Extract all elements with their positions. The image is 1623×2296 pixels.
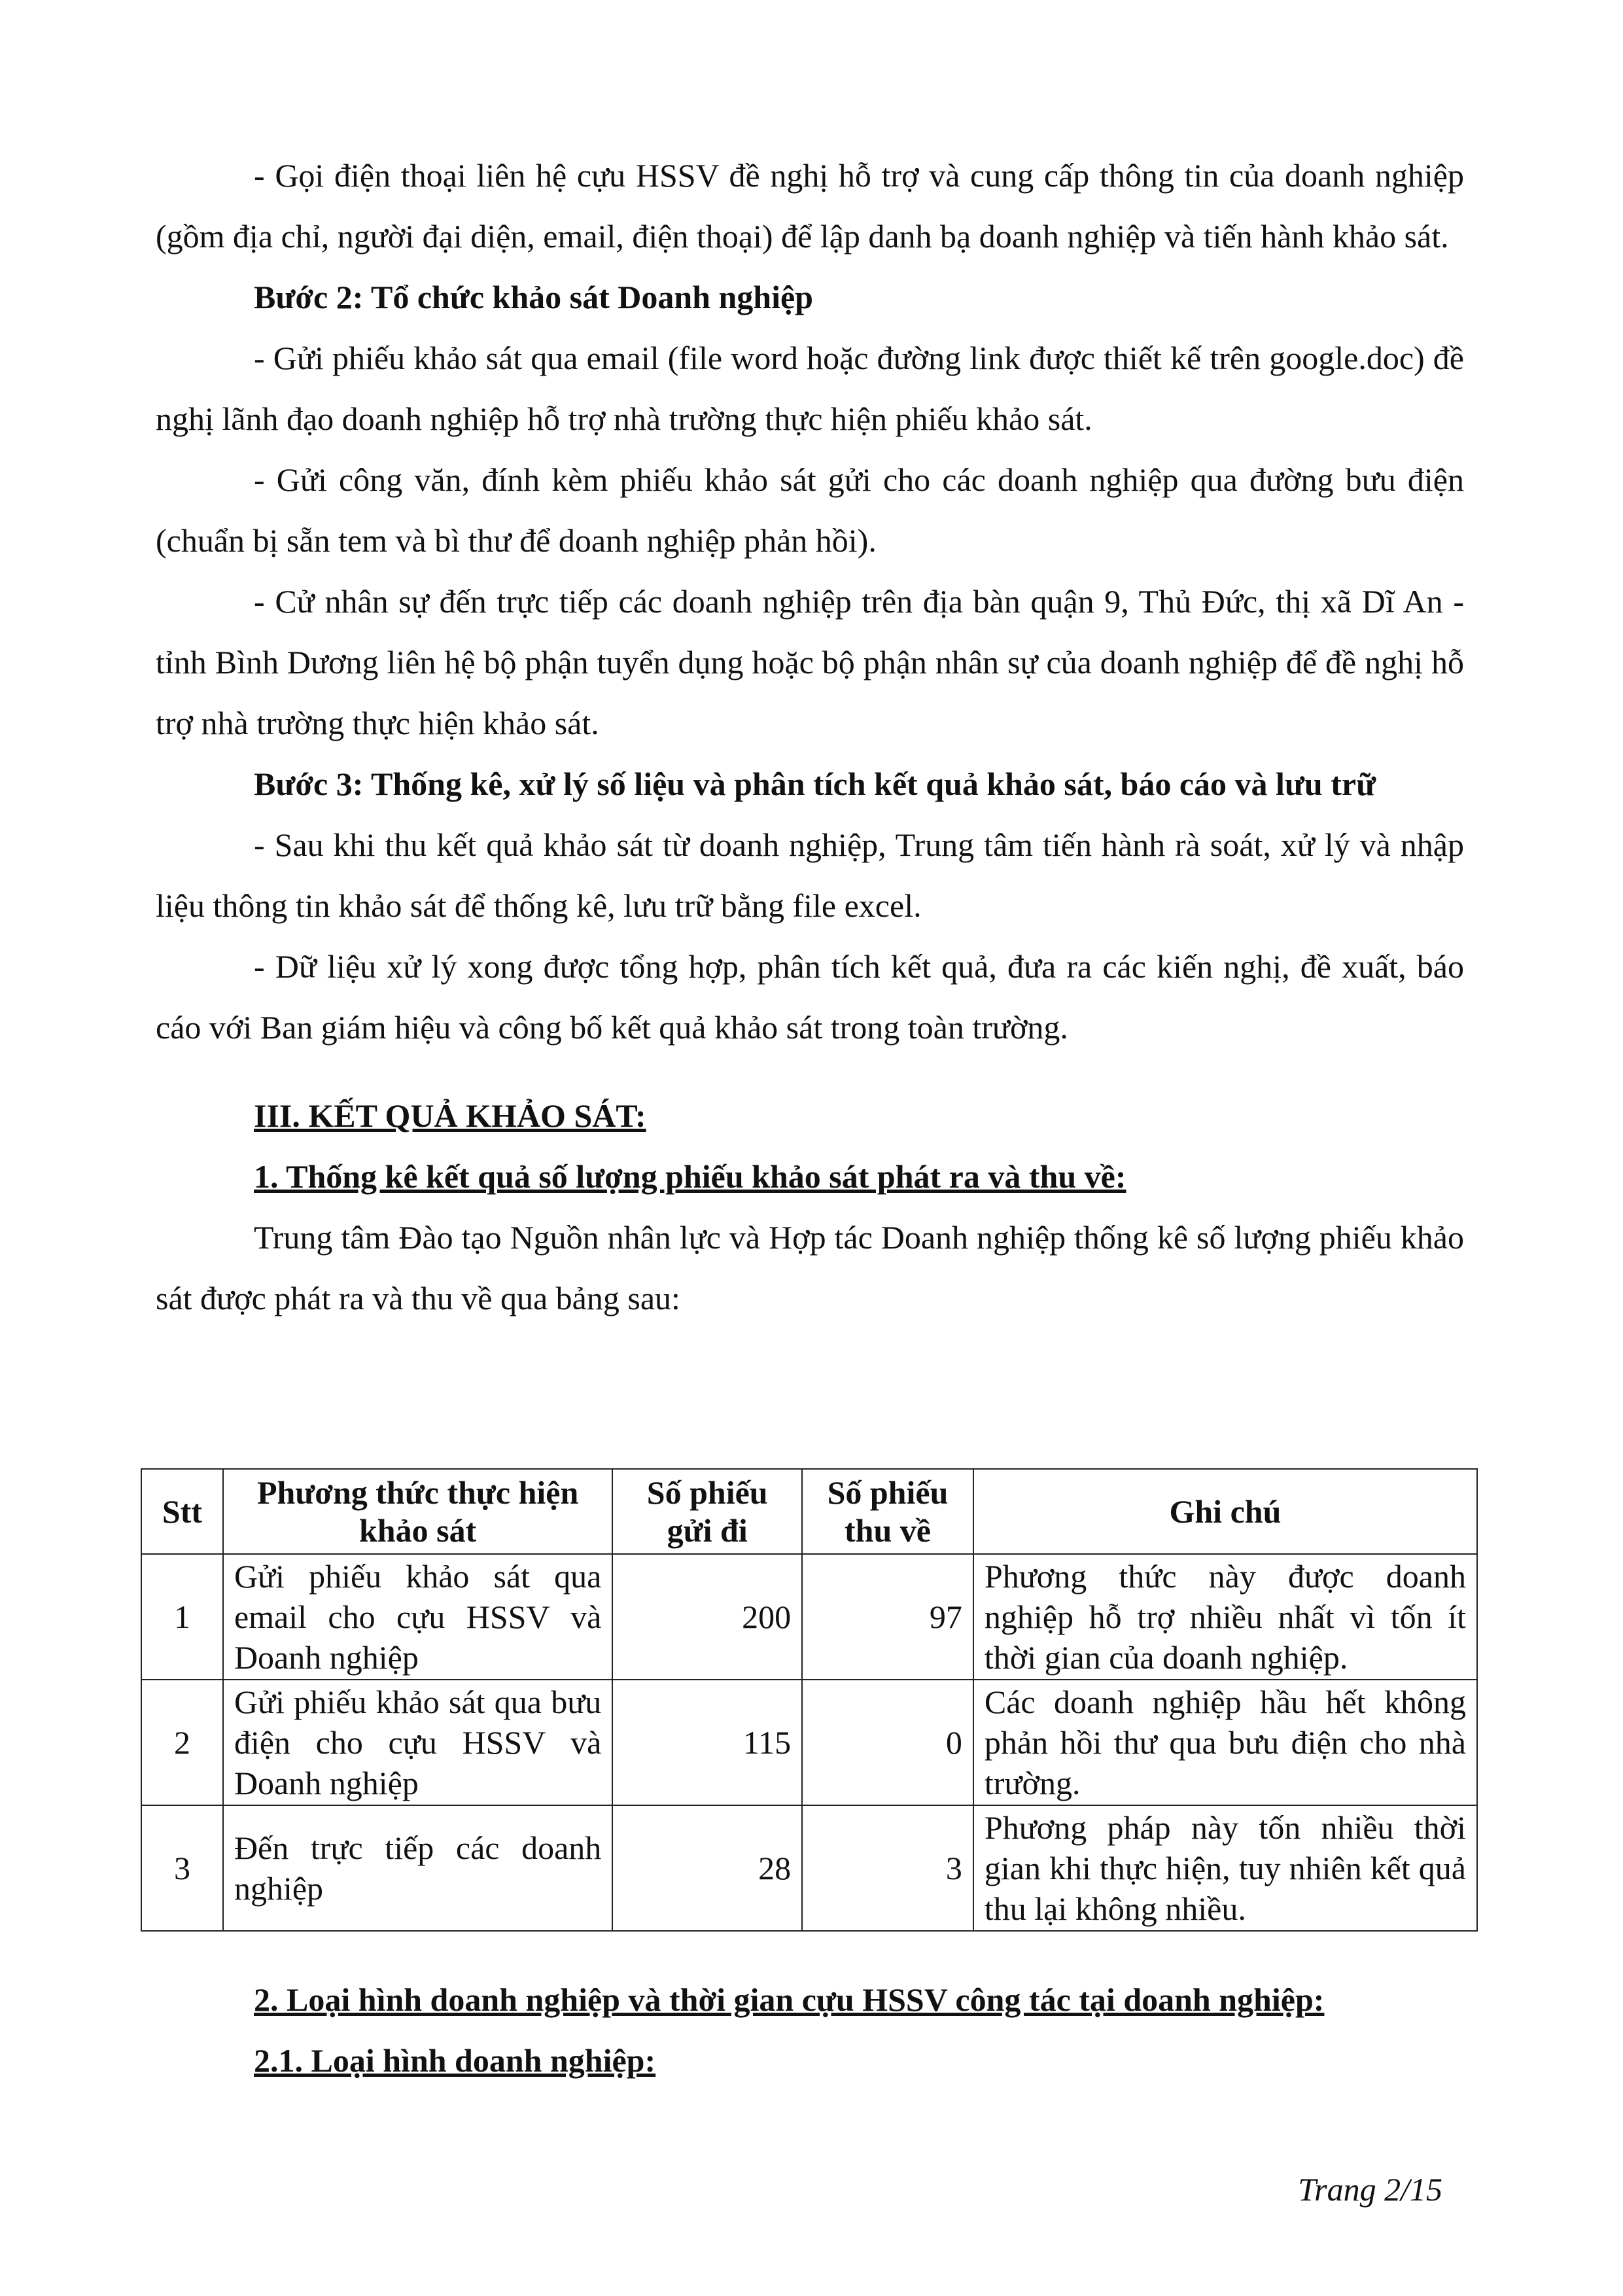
page-number: Trang 2/15 xyxy=(1298,2171,1442,2208)
table-header-row xyxy=(141,1469,1477,1554)
paragraph-visit-survey: - Cử nhân sự đến trực tiếp các doanh nghiệp trên địa bàn quận 9, Thủ Đức, thị xã Dĩ An - tỉnh Bình Dương liên hệ bộ phận tuyển dụng hoặc bộ phận nhân sự của doanh nghiệp để đề nghị hỗ trợ nhà trường thực hiện khảo sát. xyxy=(156,583,1464,741)
step-3-heading: Bước 3: Thống kê, xử lý số liệu và phân tích kết quả khảo sát, báo cáo và lưu trữ xyxy=(254,766,1376,802)
subsection-2-1-heading: 2.1. Loại hình doanh nghiệp: xyxy=(254,2042,656,2079)
after-table-content xyxy=(156,1969,1464,2091)
cell-note: Phương thức này được doanh nghiệp hỗ trợ nhiều nhất vì tốn ít thời gian của doanh nghiệp. xyxy=(973,1554,1477,1680)
header-method: Phương thức thực hiện khảo sát xyxy=(223,1469,612,1554)
header-note: Ghi chú xyxy=(973,1469,1477,1554)
table-row xyxy=(141,1554,1477,1680)
table-row xyxy=(141,1680,1477,1805)
cell-sent: 115 xyxy=(612,1680,802,1805)
step-2-heading: Bước 2: Tổ chức khảo sát Doanh nghiệp xyxy=(254,279,813,315)
paragraph-data-entry: - Sau khi thu kết quả khảo sát từ doanh nghiệp, Trung tâm tiến hành rà soát, xử lý và nhập liệu thông tin khảo sát để thống kê, lưu trữ bằng file excel. xyxy=(156,826,1464,924)
subsection-1-heading: 1. Thống kê kết quả số lượng phiếu khảo sát phát ra và thu về: xyxy=(254,1158,1126,1195)
paragraph-contact-alumni: - Gọi điện thoại liên hệ cựu HSSV đề nghị hỗ trợ và cung cấp thông tin của doanh nghiệp (gồm địa chỉ, người đại diện, email, điện thoại) để lập danh bạ doanh nghiệp và tiến hành khảo sát. xyxy=(156,157,1464,255)
cell-note: Các doanh nghiệp hầu hết không phản hồi thư qua bưu điện cho nhà trường. xyxy=(973,1680,1477,1805)
cell-sent: 28 xyxy=(612,1805,802,1931)
cell-method: Đến trực tiếp các doanh nghiệp xyxy=(223,1805,612,1931)
paragraph-table-intro: Trung tâm Đào tạo Nguồn nhân lực và Hợp tác Doanh nghiệp thống kê số lượng phiếu khảo sát được phát ra và thu về qua bảng sau: xyxy=(156,1219,1464,1316)
cell-received: 0 xyxy=(802,1680,973,1805)
cell-method: Gửi phiếu khảo sát qua bưu điện cho cựu HSSV và Doanh nghiệp xyxy=(223,1680,612,1805)
cell-stt: 3 xyxy=(141,1805,223,1931)
paragraph-email-survey: - Gửi phiếu khảo sát qua email (file word hoặc đường link được thiết kế trên google.doc) đề nghị lãnh đạo doanh nghiệp hỗ trợ nhà trường thực hiện phiếu khảo sát. xyxy=(156,340,1464,437)
cell-stt: 1 xyxy=(141,1554,223,1680)
page-content xyxy=(156,145,1464,1329)
cell-sent: 200 xyxy=(612,1554,802,1680)
paragraph-data-report: - Dữ liệu xử lý xong được tổng hợp, phân tích kết quả, đưa ra các kiến nghị, đề xuất, báo cáo với Ban giám hiệu và công bố kết quả khảo sát trong toàn trường. xyxy=(156,948,1464,1046)
header-sent: Số phiếu gửi đi xyxy=(612,1469,802,1554)
cell-received: 97 xyxy=(802,1554,973,1680)
section-3-heading: III. KẾT QUẢ KHẢO SÁT: xyxy=(254,1097,646,1134)
cell-received: 3 xyxy=(802,1805,973,1931)
paragraph-post-survey: - Gửi công văn, đính kèm phiếu khảo sát gửi cho các doanh nghiệp qua đường bưu điện (chuẩn bị sẵn tem và bì thư để doanh nghiệp phản hồi). xyxy=(156,461,1464,559)
header-stt: Stt xyxy=(141,1469,223,1554)
cell-note: Phương pháp này tốn nhiều thời gian khi thực hiện, tuy nhiên kết quả thu lại không nhiều. xyxy=(973,1805,1477,1931)
cell-method: Gửi phiếu khảo sát qua email cho cựu HSSV và Doanh nghiệp xyxy=(223,1554,612,1680)
cell-stt: 2 xyxy=(141,1680,223,1805)
subsection-2-heading: 2. Loại hình doanh nghiệp và thời gian cựu HSSV công tác tại doanh nghiệp: xyxy=(254,1981,1325,2018)
survey-statistics-table xyxy=(141,1468,1478,1932)
header-received: Số phiếu thu về xyxy=(802,1469,973,1554)
table-row xyxy=(141,1805,1477,1931)
